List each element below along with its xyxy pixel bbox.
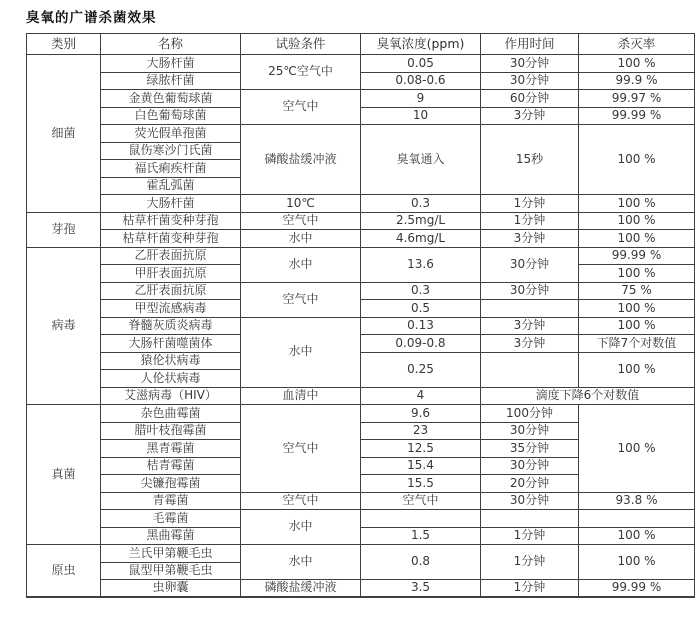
table-cell: 大肠杆菌 [101, 55, 241, 73]
table-cell: 兰氏甲第鞭毛虫 [101, 545, 241, 563]
table-cell: 100 % [579, 265, 695, 283]
table-cell: 100 % [579, 300, 695, 318]
table-cell [481, 352, 579, 387]
table-cell: 3分钟 [481, 335, 579, 353]
table-cell: 23 [361, 422, 481, 440]
table-row [27, 125, 695, 143]
table-cell: 99.9 % [579, 72, 695, 90]
table-row [27, 352, 695, 370]
table-cell: 30分钟 [481, 55, 579, 73]
table-cell: 3分钟 [481, 230, 579, 248]
table-row [27, 300, 695, 318]
table-cell: 臭氧通入 [361, 125, 481, 195]
table-cell: 乙肝表面抗原 [101, 247, 241, 265]
table-cell [481, 510, 579, 528]
table-cell: 25℃空气中 [241, 55, 361, 90]
table-cell: 3分钟 [481, 107, 579, 125]
table-cell: 芽孢 [27, 212, 101, 247]
table-cell: 腊叶枝孢霉菌 [101, 422, 241, 440]
table-cell: 99.99 % [579, 107, 695, 125]
table-cell: 绿脓杆菌 [101, 72, 241, 90]
table-row [27, 580, 695, 598]
table-cell: 100 % [579, 212, 695, 230]
table-row [27, 387, 695, 405]
table-cell: 4.6mg/L [361, 230, 481, 248]
table-cell: 35分钟 [481, 440, 579, 458]
table-cell [361, 510, 481, 528]
table-cell: 9 [361, 90, 481, 108]
table-row [27, 317, 695, 335]
table-cell: 水中 [241, 317, 361, 387]
table-row [27, 72, 695, 90]
table-cell: 0.08-0.6 [361, 72, 481, 90]
table-cell: 毛霉菌 [101, 510, 241, 528]
table-row [27, 282, 695, 300]
table-cell: 20分钟 [481, 475, 579, 493]
table-cell: 磷酸盐缓冲液 [241, 580, 361, 598]
table-cell: 30分钟 [481, 247, 579, 282]
table-row [27, 212, 695, 230]
table-row [27, 230, 695, 248]
table-cell [579, 510, 695, 528]
table-cell: 水中 [241, 247, 361, 282]
table-row [27, 510, 695, 528]
table-cell: 3.5 [361, 580, 481, 598]
table-cell: 10 [361, 107, 481, 125]
table-cell: 黑青霉菌 [101, 440, 241, 458]
table-cell: 30分钟 [481, 422, 579, 440]
table-cell: 大肠杆菌 [101, 195, 241, 213]
table-cell: 99.97 % [579, 90, 695, 108]
table-row [27, 107, 695, 125]
table-cell: 100 % [579, 545, 695, 580]
table-cell: 13.6 [361, 247, 481, 282]
table-cell: 0.8 [361, 545, 481, 580]
table-cell: 99.99 % [579, 247, 695, 265]
table-cell: 杂色曲霉菌 [101, 405, 241, 423]
table-cell: 30分钟 [481, 492, 579, 510]
table-cell: 空气中 [241, 90, 361, 125]
table-cell: 1分钟 [481, 195, 579, 213]
table-cell: 100 % [579, 317, 695, 335]
table-cell: 真菌 [27, 405, 101, 545]
table-cell: 水中 [241, 510, 361, 545]
table-cell: 0.5 [361, 300, 481, 318]
table-cell: 30分钟 [481, 72, 579, 90]
table-cell: 9.6 [361, 405, 481, 423]
table-cell: 75 % [579, 282, 695, 300]
table-cell: 尖镰孢霉菌 [101, 475, 241, 493]
table-cell: 1分钟 [481, 212, 579, 230]
column-header: 名称 [101, 34, 241, 55]
column-header: 试验条件 [241, 34, 361, 55]
table-cell: 空气中 [241, 282, 361, 317]
table-cell: 空气中 [361, 492, 481, 510]
table-cell [481, 300, 579, 318]
table-header-row [27, 34, 695, 55]
table-cell: 艾滋病毒（HIV） [101, 387, 241, 405]
table-cell: 空气中 [241, 212, 361, 230]
table-cell: 枯草杆菌变种芽孢 [101, 230, 241, 248]
table-cell: 12.5 [361, 440, 481, 458]
table-cell: 虫卵囊 [101, 580, 241, 598]
table-cell: 白色葡萄球菌 [101, 107, 241, 125]
table-cell: 磷酸盐缓冲液 [241, 125, 361, 195]
table-cell: 乙肝表面抗原 [101, 282, 241, 300]
table-cell: 1分钟 [481, 527, 579, 545]
table-cell: 100 % [579, 125, 695, 195]
table-cell: 人伦状病毒 [101, 370, 241, 388]
table-cell: 15.5 [361, 475, 481, 493]
table-body [27, 55, 695, 598]
table-cell: 病毒 [27, 247, 101, 405]
table-cell: 霍乱弧菌 [101, 177, 241, 195]
table-row [27, 492, 695, 510]
table-cell: 15秒 [481, 125, 579, 195]
table-cell: 枯草杆菌变种芽孢 [101, 212, 241, 230]
table-cell: 60分钟 [481, 90, 579, 108]
table-cell: 荧光假单孢菌 [101, 125, 241, 143]
page-title: 臭氧的广谱杀菌效果 [26, 10, 157, 26]
table-cell: 甲肝表面抗原 [101, 265, 241, 283]
table-cell: 1.5 [361, 527, 481, 545]
ozone-sterilization-table [26, 33, 695, 598]
table-cell: 1分钟 [481, 545, 579, 580]
table-cell: 福氏痢疾杆菌 [101, 160, 241, 178]
table-cell: 水中 [241, 230, 361, 248]
table-row [27, 545, 695, 563]
table-row [27, 90, 695, 108]
table-cell: 99.99 % [579, 580, 695, 598]
table-cell: 鼠伤寒沙门氏菌 [101, 142, 241, 160]
table-row [27, 405, 695, 423]
table-cell: 空气中 [241, 405, 361, 493]
table-cell: 3分钟 [481, 317, 579, 335]
table-cell: 100 % [579, 55, 695, 73]
table-cell: 100 % [579, 352, 695, 387]
table-cell: 4 [361, 387, 481, 405]
table-row [27, 195, 695, 213]
table-cell: 滴度下降6个对数值 [481, 387, 695, 405]
table-row [27, 527, 695, 545]
column-header: 杀灭率 [579, 34, 695, 55]
table-row [27, 335, 695, 353]
table-cell: 猿伦状病毒 [101, 352, 241, 370]
table-cell: 血清中 [241, 387, 361, 405]
table-cell: 青霉菌 [101, 492, 241, 510]
table-cell: 空气中 [241, 492, 361, 510]
table-cell: 15.4 [361, 457, 481, 475]
table-cell: 30分钟 [481, 457, 579, 475]
table-cell: 脊髓灰质炎病毒 [101, 317, 241, 335]
table-cell: 2.5mg/L [361, 212, 481, 230]
table-cell: 0.13 [361, 317, 481, 335]
column-header: 臭氧浓度(ppm) [361, 34, 481, 55]
table-cell: 黑曲霉菌 [101, 527, 241, 545]
table-row [27, 247, 695, 265]
table-cell: 100 % [579, 230, 695, 248]
table-cell: 0.05 [361, 55, 481, 73]
table-cell: 10℃ [241, 195, 361, 213]
table-cell: 水中 [241, 545, 361, 580]
table-cell: 鼠型甲第鞭毛虫 [101, 562, 241, 580]
table-cell: 大肠杆菌噬菌体 [101, 335, 241, 353]
table-cell: 原虫 [27, 545, 101, 598]
table-cell: 细菌 [27, 55, 101, 213]
table-cell: 0.3 [361, 195, 481, 213]
table-cell: 30分钟 [481, 282, 579, 300]
table-cell: 100 % [579, 405, 695, 493]
table-cell: 下降7个对数值 [579, 335, 695, 353]
table-cell: 金黄色葡萄球菌 [101, 90, 241, 108]
table-cell: 0.3 [361, 282, 481, 300]
table-cell: 0.25 [361, 352, 481, 387]
table-cell: 桔青霉菌 [101, 457, 241, 475]
table-cell: 100 % [579, 195, 695, 213]
table-cell: 100 % [579, 527, 695, 545]
table-cell: 100分钟 [481, 405, 579, 423]
column-header: 作用时间 [481, 34, 579, 55]
table-cell: 93.8 % [579, 492, 695, 510]
column-header: 类别 [27, 34, 101, 55]
table-cell: 0.09-0.8 [361, 335, 481, 353]
table-row [27, 55, 695, 73]
table-cell: 甲型流感病毒 [101, 300, 241, 318]
table-cell: 1分钟 [481, 580, 579, 598]
